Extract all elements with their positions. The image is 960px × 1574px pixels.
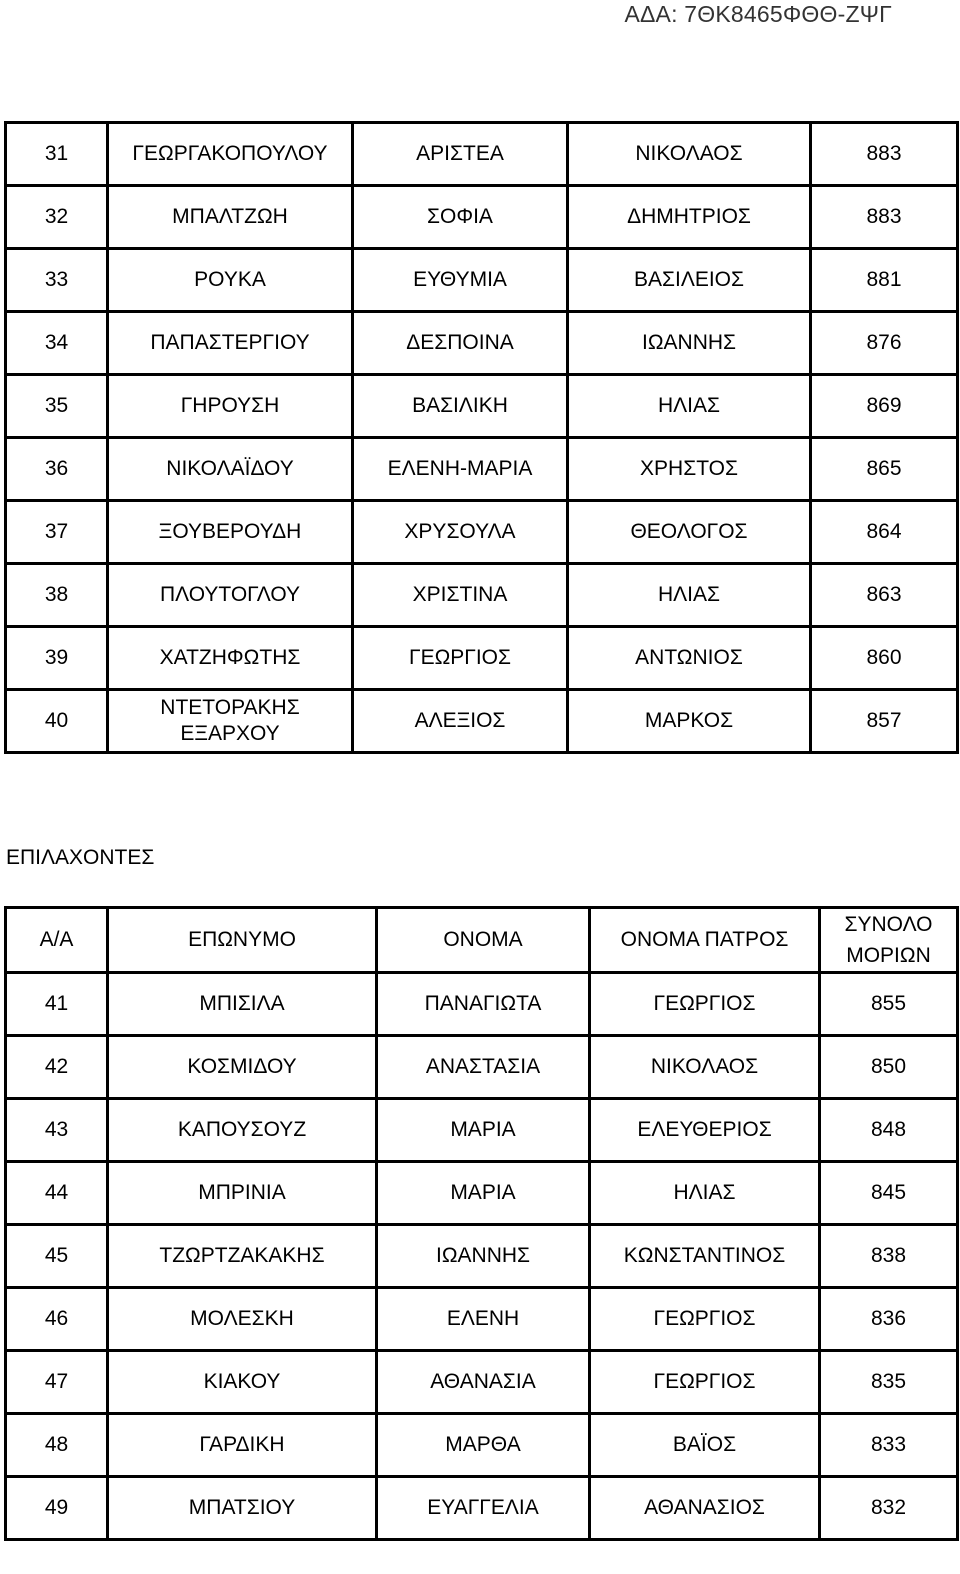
table-row <box>6 627 958 690</box>
table-row <box>6 375 958 438</box>
cell-aa: 35 <box>6 375 108 438</box>
cell-name: ΑΘΑΝΑΣΙΑ <box>377 1351 590 1414</box>
cell-aa: 43 <box>6 1099 108 1162</box>
section-label-runners-up: ΕΠΙΛΑΧΟΝΤΕΣ <box>6 846 155 869</box>
cell-father: ΗΛΙΑΣ <box>590 1162 820 1225</box>
cell-aa: 41 <box>6 973 108 1036</box>
cell-name: ΕΥΘΥΜΙΑ <box>353 249 568 312</box>
cell-father: ΜΑΡΚΟΣ <box>568 690 811 753</box>
results-table-runners-up <box>4 906 959 1541</box>
cell-aa: 45 <box>6 1225 108 1288</box>
cell-points: 869 <box>811 375 958 438</box>
cell-name: ΓΕΩΡΓΙΟΣ <box>353 627 568 690</box>
header-name: ΟΝΟΜΑ <box>377 908 590 973</box>
cell-surname: ΓΕΩΡΓΑΚΟΠΟΥΛΟΥ <box>108 123 353 186</box>
cell-name: ΜΑΡΙΑ <box>377 1099 590 1162</box>
cell-points: 850 <box>820 1036 958 1099</box>
cell-surname: ΜΠΑΛΤΖΩΗ <box>108 186 353 249</box>
cell-name: ΔΕΣΠΟΙΝΑ <box>353 312 568 375</box>
table-row <box>6 186 958 249</box>
cell-aa: 42 <box>6 1036 108 1099</box>
header-aa: Α/Α <box>6 908 108 973</box>
table-row <box>6 249 958 312</box>
cell-surname: ΝΙΚΟΛΑΪΔΟΥ <box>108 438 353 501</box>
cell-father: ΧΡΗΣΤΟΣ <box>568 438 811 501</box>
table-row <box>6 973 958 1036</box>
cell-name: ΑΡΙΣΤΕΑ <box>353 123 568 186</box>
cell-points: 863 <box>811 564 958 627</box>
table-row <box>6 1288 958 1351</box>
cell-points: 845 <box>820 1162 958 1225</box>
cell-points: 835 <box>820 1351 958 1414</box>
table-row <box>6 1477 958 1540</box>
cell-surname: ΧΑΤΖΗΦΩΤΗΣ <box>108 627 353 690</box>
cell-points: 838 <box>820 1225 958 1288</box>
cell-surname: ΜΠΡΙΝΙΑ <box>108 1162 377 1225</box>
cell-aa: 48 <box>6 1414 108 1477</box>
table-row <box>6 1414 958 1477</box>
table-row <box>6 564 958 627</box>
cell-father: ΔΗΜΗΤΡΙΟΣ <box>568 186 811 249</box>
cell-father: ΗΛΙΑΣ <box>568 375 811 438</box>
cell-aa: 40 <box>6 690 108 753</box>
cell-father: ΒΑΪΟΣ <box>590 1414 820 1477</box>
header-father-name: ΟΝΟΜΑ ΠΑΤΡΟΣ <box>590 908 820 973</box>
table-row <box>6 438 958 501</box>
cell-name: ΕΥΑΓΓΕΛΙΑ <box>377 1477 590 1540</box>
header-surname: ΕΠΩΝΥΜΟ <box>108 908 377 973</box>
cell-name: ΑΝΑΣΤΑΣΙΑ <box>377 1036 590 1099</box>
table-row <box>6 312 958 375</box>
cell-surname: ΠΑΠΑΣΤΕΡΓΙΟΥ <box>108 312 353 375</box>
cell-points: 883 <box>811 123 958 186</box>
ada-code: ΑΔΑ: 7ΘΚ8465ΦΘΘ-ΖΨΓ <box>624 1 892 27</box>
cell-surname: ΚΑΠΟΥΣΟΥΖ <box>108 1099 377 1162</box>
cell-name: ΕΛΕΝΗ <box>377 1288 590 1351</box>
cell-father: ΒΑΣΙΛΕΙΟΣ <box>568 249 811 312</box>
cell-points: 848 <box>820 1099 958 1162</box>
cell-surname: ΤΖΩΡΤΖΑΚΑΚΗΣ <box>108 1225 377 1288</box>
cell-surname: ΜΠΙΣΙΛΑ <box>108 973 377 1036</box>
cell-surname: ΞΟΥΒΕΡΟΥΔΗ <box>108 501 353 564</box>
cell-surname: ΡΟΥΚΑ <box>108 249 353 312</box>
cell-aa: 39 <box>6 627 108 690</box>
header-total-points: ΣΥΝΟΛΟ ΜΟΡΙΩΝ <box>820 908 958 973</box>
cell-father: ΝΙΚΟΛΑΟΣ <box>590 1036 820 1099</box>
table-row <box>6 123 958 186</box>
cell-father: ΓΕΩΡΓΙΟΣ <box>590 1351 820 1414</box>
cell-points: 860 <box>811 627 958 690</box>
cell-name: ΑΛΕΞΙΟΣ <box>353 690 568 753</box>
cell-aa: 38 <box>6 564 108 627</box>
cell-aa: 33 <box>6 249 108 312</box>
cell-name: ΧΡΥΣΟΥΛΑ <box>353 501 568 564</box>
cell-points: 883 <box>811 186 958 249</box>
cell-surname: ΜΠΑΤΣΙΟΥ <box>108 1477 377 1540</box>
cell-surname: ΚΙΑΚΟΥ <box>108 1351 377 1414</box>
cell-aa: 31 <box>6 123 108 186</box>
cell-name: ΧΡΙΣΤΙΝΑ <box>353 564 568 627</box>
results-table-top <box>4 121 959 754</box>
cell-points: 876 <box>811 312 958 375</box>
cell-father: ΑΝΤΩΝΙΟΣ <box>568 627 811 690</box>
cell-surname: ΚΟΣΜΙΔΟΥ <box>108 1036 377 1099</box>
cell-points: 865 <box>811 438 958 501</box>
cell-surname: ΝΤΕΤΟΡΑΚΗΣ ΕΞΑΡΧΟΥ <box>108 690 353 753</box>
cell-father: ΕΛΕΥΘΕΡΙΟΣ <box>590 1099 820 1162</box>
cell-aa: 49 <box>6 1477 108 1540</box>
results-table-top-body <box>6 123 958 753</box>
cell-surname: ΓΗΡΟΥΣΗ <box>108 375 353 438</box>
cell-points: 864 <box>811 501 958 564</box>
cell-name: ΒΑΣΙΛΙΚΗ <box>353 375 568 438</box>
cell-father: ΝΙΚΟΛΑΟΣ <box>568 123 811 186</box>
cell-name: ΣΟΦΙΑ <box>353 186 568 249</box>
cell-father: ΚΩΝΣΤΑΝΤΙΝΟΣ <box>590 1225 820 1288</box>
cell-points: 855 <box>820 973 958 1036</box>
table-header-row <box>6 908 958 973</box>
table-row <box>6 690 958 753</box>
cell-father: ΑΘΑΝΑΣΙΟΣ <box>590 1477 820 1540</box>
cell-aa: 44 <box>6 1162 108 1225</box>
cell-name: ΜΑΡΘΑ <box>377 1414 590 1477</box>
cell-father: ΓΕΩΡΓΙΟΣ <box>590 973 820 1036</box>
cell-points: 881 <box>811 249 958 312</box>
cell-aa: 36 <box>6 438 108 501</box>
cell-name: ΙΩΑΝΝΗΣ <box>377 1225 590 1288</box>
cell-father: ΙΩΑΝΝΗΣ <box>568 312 811 375</box>
table-row <box>6 1351 958 1414</box>
table-row <box>6 1162 958 1225</box>
cell-aa: 46 <box>6 1288 108 1351</box>
table-row <box>6 1225 958 1288</box>
table-row <box>6 501 958 564</box>
cell-aa: 34 <box>6 312 108 375</box>
cell-father: ΘΕΟΛΟΓΟΣ <box>568 501 811 564</box>
results-table-runners-up-body <box>6 973 958 1540</box>
cell-surname: ΠΛΟΥΤΟΓΛΟΥ <box>108 564 353 627</box>
cell-points: 836 <box>820 1288 958 1351</box>
table-row <box>6 1099 958 1162</box>
cell-aa: 37 <box>6 501 108 564</box>
cell-father: ΓΕΩΡΓΙΟΣ <box>590 1288 820 1351</box>
table-row <box>6 1036 958 1099</box>
cell-name: ΠΑΝΑΓΙΩΤΑ <box>377 973 590 1036</box>
cell-name: ΜΑΡΙΑ <box>377 1162 590 1225</box>
cell-points: 833 <box>820 1414 958 1477</box>
cell-aa: 47 <box>6 1351 108 1414</box>
cell-name: ΕΛΕΝΗ-ΜΑΡΙΑ <box>353 438 568 501</box>
cell-surname: ΓΑΡΔΙΚΗ <box>108 1414 377 1477</box>
cell-aa: 32 <box>6 186 108 249</box>
cell-points: 857 <box>811 690 958 753</box>
cell-surname: ΜΟΛΕΣΚΗ <box>108 1288 377 1351</box>
cell-father: ΗΛΙΑΣ <box>568 564 811 627</box>
cell-points: 832 <box>820 1477 958 1540</box>
